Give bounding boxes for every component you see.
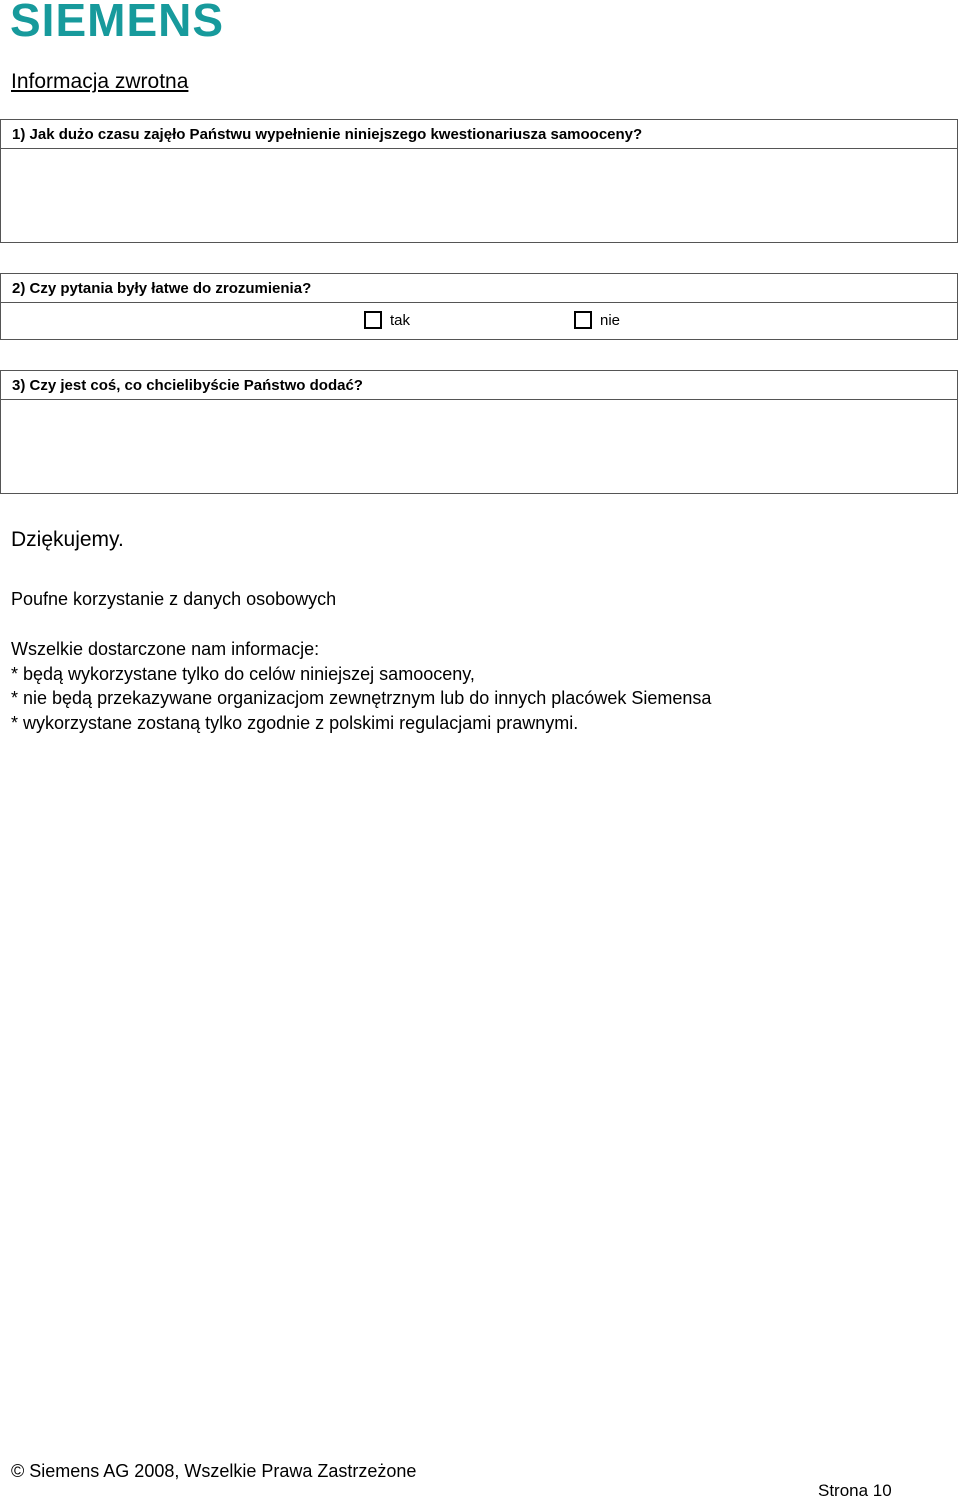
option-nie[interactable]: [574, 311, 620, 329]
page-title: Informacja zwrotna: [11, 70, 189, 93]
privacy-text: [11, 637, 711, 735]
privacy-line: * wykorzystane zostaną tylko zgodnie z polskimi regulacjami prawnymi.: [11, 712, 579, 733]
privacy-line: Wszelkie dostarczone nam informacje:: [11, 639, 320, 659]
option-tak[interactable]: [364, 311, 410, 329]
thanks-text: Dziękujemy.: [11, 528, 124, 551]
privacy-line: * będą wykorzystane tylko do celów niniejszej samooceny,: [11, 663, 475, 684]
siemens-logo: SIEMENS: [10, 0, 225, 46]
question-1-label: 1) Jak dużo czasu zajęło Państwu wypełnienie niniejszego kwestionariusza samooceny?: [0, 119, 958, 149]
option-nie-label: nie: [600, 311, 621, 329]
page-number: Strona 10: [818, 1481, 892, 1500]
question-2-options: [0, 303, 958, 340]
privacy-title: Poufne korzystanie z danych osobowych: [11, 589, 337, 609]
checkbox-tak[interactable]: [364, 311, 382, 329]
question-3-answer-field[interactable]: [0, 400, 958, 494]
question-2-label: 2) Czy pytania były łatwe do zrozumienia?: [0, 273, 958, 303]
privacy-line: * nie będą przekazywane organizacjom zewnętrznym lub do innych placówek Siemensa: [11, 688, 712, 708]
checkbox-nie[interactable]: [574, 311, 592, 329]
question-3-label: 3) Czy jest coś, co chcielibyście Państwo dodać?: [0, 370, 958, 400]
option-tak-label: tak: [390, 311, 411, 329]
question-1-answer-field[interactable]: [0, 149, 958, 243]
footer-copyright: © Siemens AG 2008, Wszelkie Prawa Zastrzeżone: [11, 1461, 417, 1481]
